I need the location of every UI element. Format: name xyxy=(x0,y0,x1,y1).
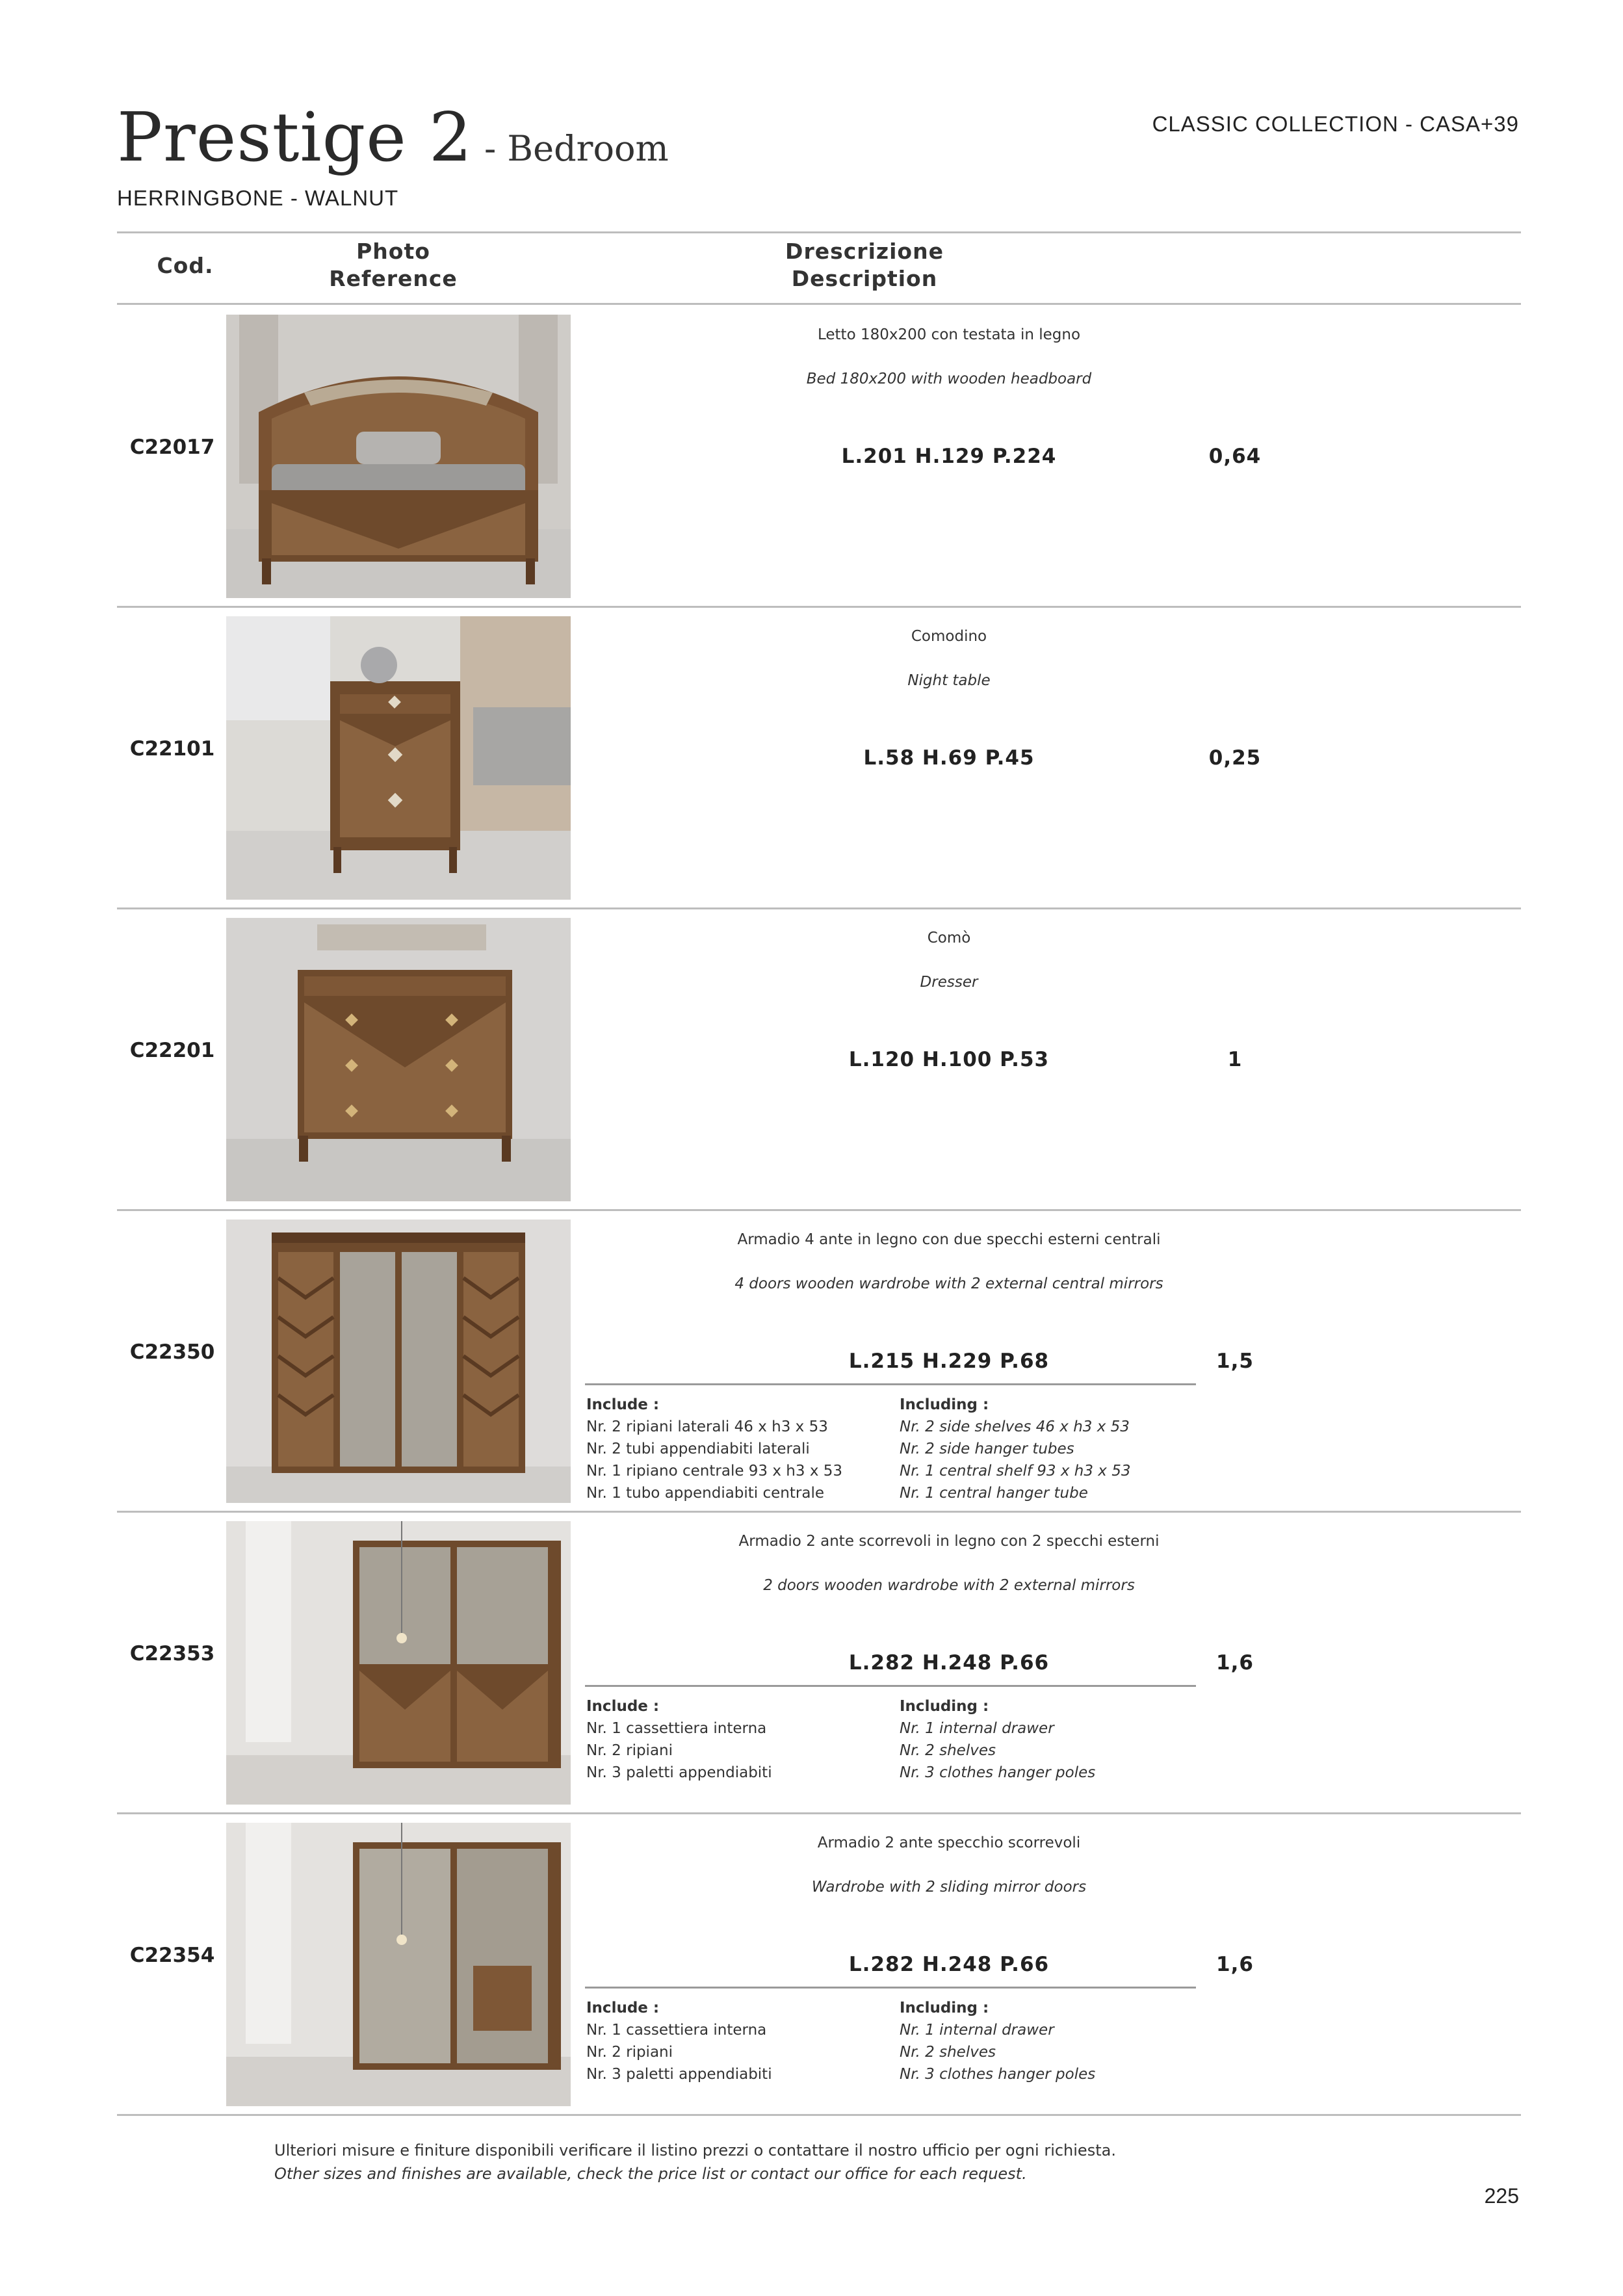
including-item: Nr. 2 shelves xyxy=(900,1742,996,1759)
description-en: 4 doors wooden wardrobe with 2 external central mirrors xyxy=(734,1275,1163,1292)
dimensions-underline xyxy=(585,1685,1196,1687)
include-list-it xyxy=(586,1997,772,2085)
including-item: Nr. 1 central hanger tube xyxy=(900,1485,1088,1502)
dimensions: L.201 H.129 P.224 xyxy=(841,445,1057,468)
including-item: Nr. 1 internal drawer xyxy=(900,1720,1054,1737)
footer-note-en: Other sizes and finishes are available, check the price list or contact our office for each request. xyxy=(274,2165,1027,2183)
table-row xyxy=(117,1814,1521,2115)
product-code: C22101 xyxy=(129,737,215,761)
include-item: Nr. 1 cassettiera interna xyxy=(586,2022,767,2039)
product-code: C22354 xyxy=(129,1944,215,1967)
description-it: Letto 180x200 con testata in legno xyxy=(817,326,1081,343)
include-item: Nr. 2 ripiani laterali 46 x h3 x 53 xyxy=(586,1418,828,1435)
include-list-en xyxy=(900,1695,1095,1784)
include-list-en xyxy=(900,1394,1130,1504)
include-label: Include : xyxy=(586,2000,660,2016)
dimensions-underline xyxy=(585,1383,1196,1385)
description-it: Armadio 2 ante specchio scorrevoli xyxy=(817,1834,1081,1851)
include-item: Nr. 1 tubo appendiabiti centrale xyxy=(586,1485,824,1502)
col-header-photo xyxy=(286,238,500,293)
description-it: Armadio 4 ante in legno con due specchi esterni centrali xyxy=(737,1231,1161,1248)
col-header-photo-l2: Reference xyxy=(329,266,458,291)
table-bottom-rule xyxy=(117,2114,1521,2116)
including-label: Including : xyxy=(900,1698,989,1715)
including-item: Nr. 1 central shelf 93 x h3 x 53 xyxy=(900,1463,1131,1480)
volume: 1,6 xyxy=(1216,1651,1254,1675)
including-item: Nr. 1 internal drawer xyxy=(900,2022,1054,2039)
dimensions: L.58 H.69 P.45 xyxy=(863,746,1035,770)
including-item: Nr. 2 side shelves 46 x h3 x 53 xyxy=(900,1418,1130,1435)
footer-note xyxy=(274,2139,1116,2185)
page-title xyxy=(117,98,669,177)
table-row xyxy=(117,306,1521,607)
product-code: C22353 xyxy=(129,1642,215,1665)
including-label: Including : xyxy=(900,2000,989,2016)
sliding-wardrobe-photo xyxy=(226,1521,571,1805)
col-header-desc-l1: Drescrizione xyxy=(785,239,944,264)
col-header-photo-l1: Photo xyxy=(356,239,430,264)
include-item: Nr. 1 ripiano centrale 93 x h3 x 53 xyxy=(586,1463,843,1480)
volume: 1,5 xyxy=(1216,1350,1254,1373)
dimensions: L.120 H.100 P.53 xyxy=(848,1048,1050,1071)
table-top-rule xyxy=(117,231,1521,233)
description-en: Bed 180x200 with wooden headboard xyxy=(806,371,1092,387)
volume: 0,25 xyxy=(1208,746,1262,770)
include-item: Nr. 3 paletti appendiabiti xyxy=(586,2066,772,2083)
table-header-rule xyxy=(117,303,1521,305)
col-header-desc-l2: Description xyxy=(791,266,938,291)
description-en: Wardrobe with 2 sliding mirror doors xyxy=(811,1879,1087,1896)
including-item: Nr. 3 clothes hanger poles xyxy=(900,2066,1096,2083)
table-row xyxy=(117,909,1521,1210)
footer-note-it: Ulteriori misure e finiture disponibili verificare il listino prezzi o contattare il nostro ufficio per ogni richiesta. xyxy=(274,2141,1116,2159)
finish-subtitle: HERRINGBONE - WALNUT xyxy=(117,186,399,210)
dimensions: L.215 H.229 P.68 xyxy=(848,1350,1050,1373)
include-item: Nr. 2 tubi appendiabiti laterali xyxy=(586,1441,810,1457)
include-item: Nr. 3 paletti appendiabiti xyxy=(586,1764,772,1781)
include-list-it xyxy=(586,1394,842,1504)
description-en: Night table xyxy=(907,672,991,689)
product-code: C22017 xyxy=(129,436,215,459)
description-en: 2 doors wooden wardrobe with 2 external mirrors xyxy=(763,1577,1135,1594)
include-list-en xyxy=(900,1997,1095,2085)
title-suffix: - Bedroom xyxy=(484,128,669,169)
page-number: 225 xyxy=(1484,2184,1519,2208)
volume: 1,6 xyxy=(1216,1953,1254,1976)
including-item: Nr. 2 shelves xyxy=(900,2044,996,2061)
table-row xyxy=(117,607,1521,909)
including-item: Nr. 2 side hanger tubes xyxy=(900,1441,1074,1457)
include-label: Include : xyxy=(586,1698,660,1715)
including-item: Nr. 3 clothes hanger poles xyxy=(900,1764,1096,1781)
dimensions: L.282 H.248 P.66 xyxy=(848,1651,1050,1675)
dimensions: L.282 H.248 P.66 xyxy=(848,1953,1050,1976)
description-it: Comodino xyxy=(911,628,987,645)
bed-photo xyxy=(226,315,571,598)
description-it: Armadio 2 ante scorrevoli in legno con 2 specchi esterni xyxy=(738,1533,1160,1550)
table-row xyxy=(117,1210,1521,1512)
title-main: Prestige 2 xyxy=(117,98,473,177)
volume: 1 xyxy=(1227,1048,1243,1071)
product-code: C22201 xyxy=(129,1039,215,1062)
night-table-photo xyxy=(226,616,571,900)
dimensions-underline xyxy=(585,1987,1196,1989)
include-item: Nr. 1 cassettiera interna xyxy=(586,1720,767,1737)
table-row xyxy=(117,1512,1521,1814)
description-it: Comò xyxy=(927,930,971,946)
product-code: C22350 xyxy=(129,1340,215,1364)
mirror-wardrobe-photo xyxy=(226,1823,571,2106)
col-header-code: Cod. xyxy=(157,253,214,278)
wardrobe-4-doors-photo xyxy=(226,1220,571,1503)
include-label: Include : xyxy=(586,1396,660,1413)
volume: 0,64 xyxy=(1208,445,1262,468)
include-list-it xyxy=(586,1695,772,1784)
including-label: Including : xyxy=(900,1396,989,1413)
description-en: Dresser xyxy=(920,974,978,991)
col-header-description xyxy=(702,238,1027,293)
collection-label: CLASSIC COLLECTION - CASA+39 xyxy=(1152,112,1519,136)
dresser-photo xyxy=(226,918,571,1201)
include-item: Nr. 2 ripiani xyxy=(586,2044,673,2061)
include-item: Nr. 2 ripiani xyxy=(586,1742,673,1759)
